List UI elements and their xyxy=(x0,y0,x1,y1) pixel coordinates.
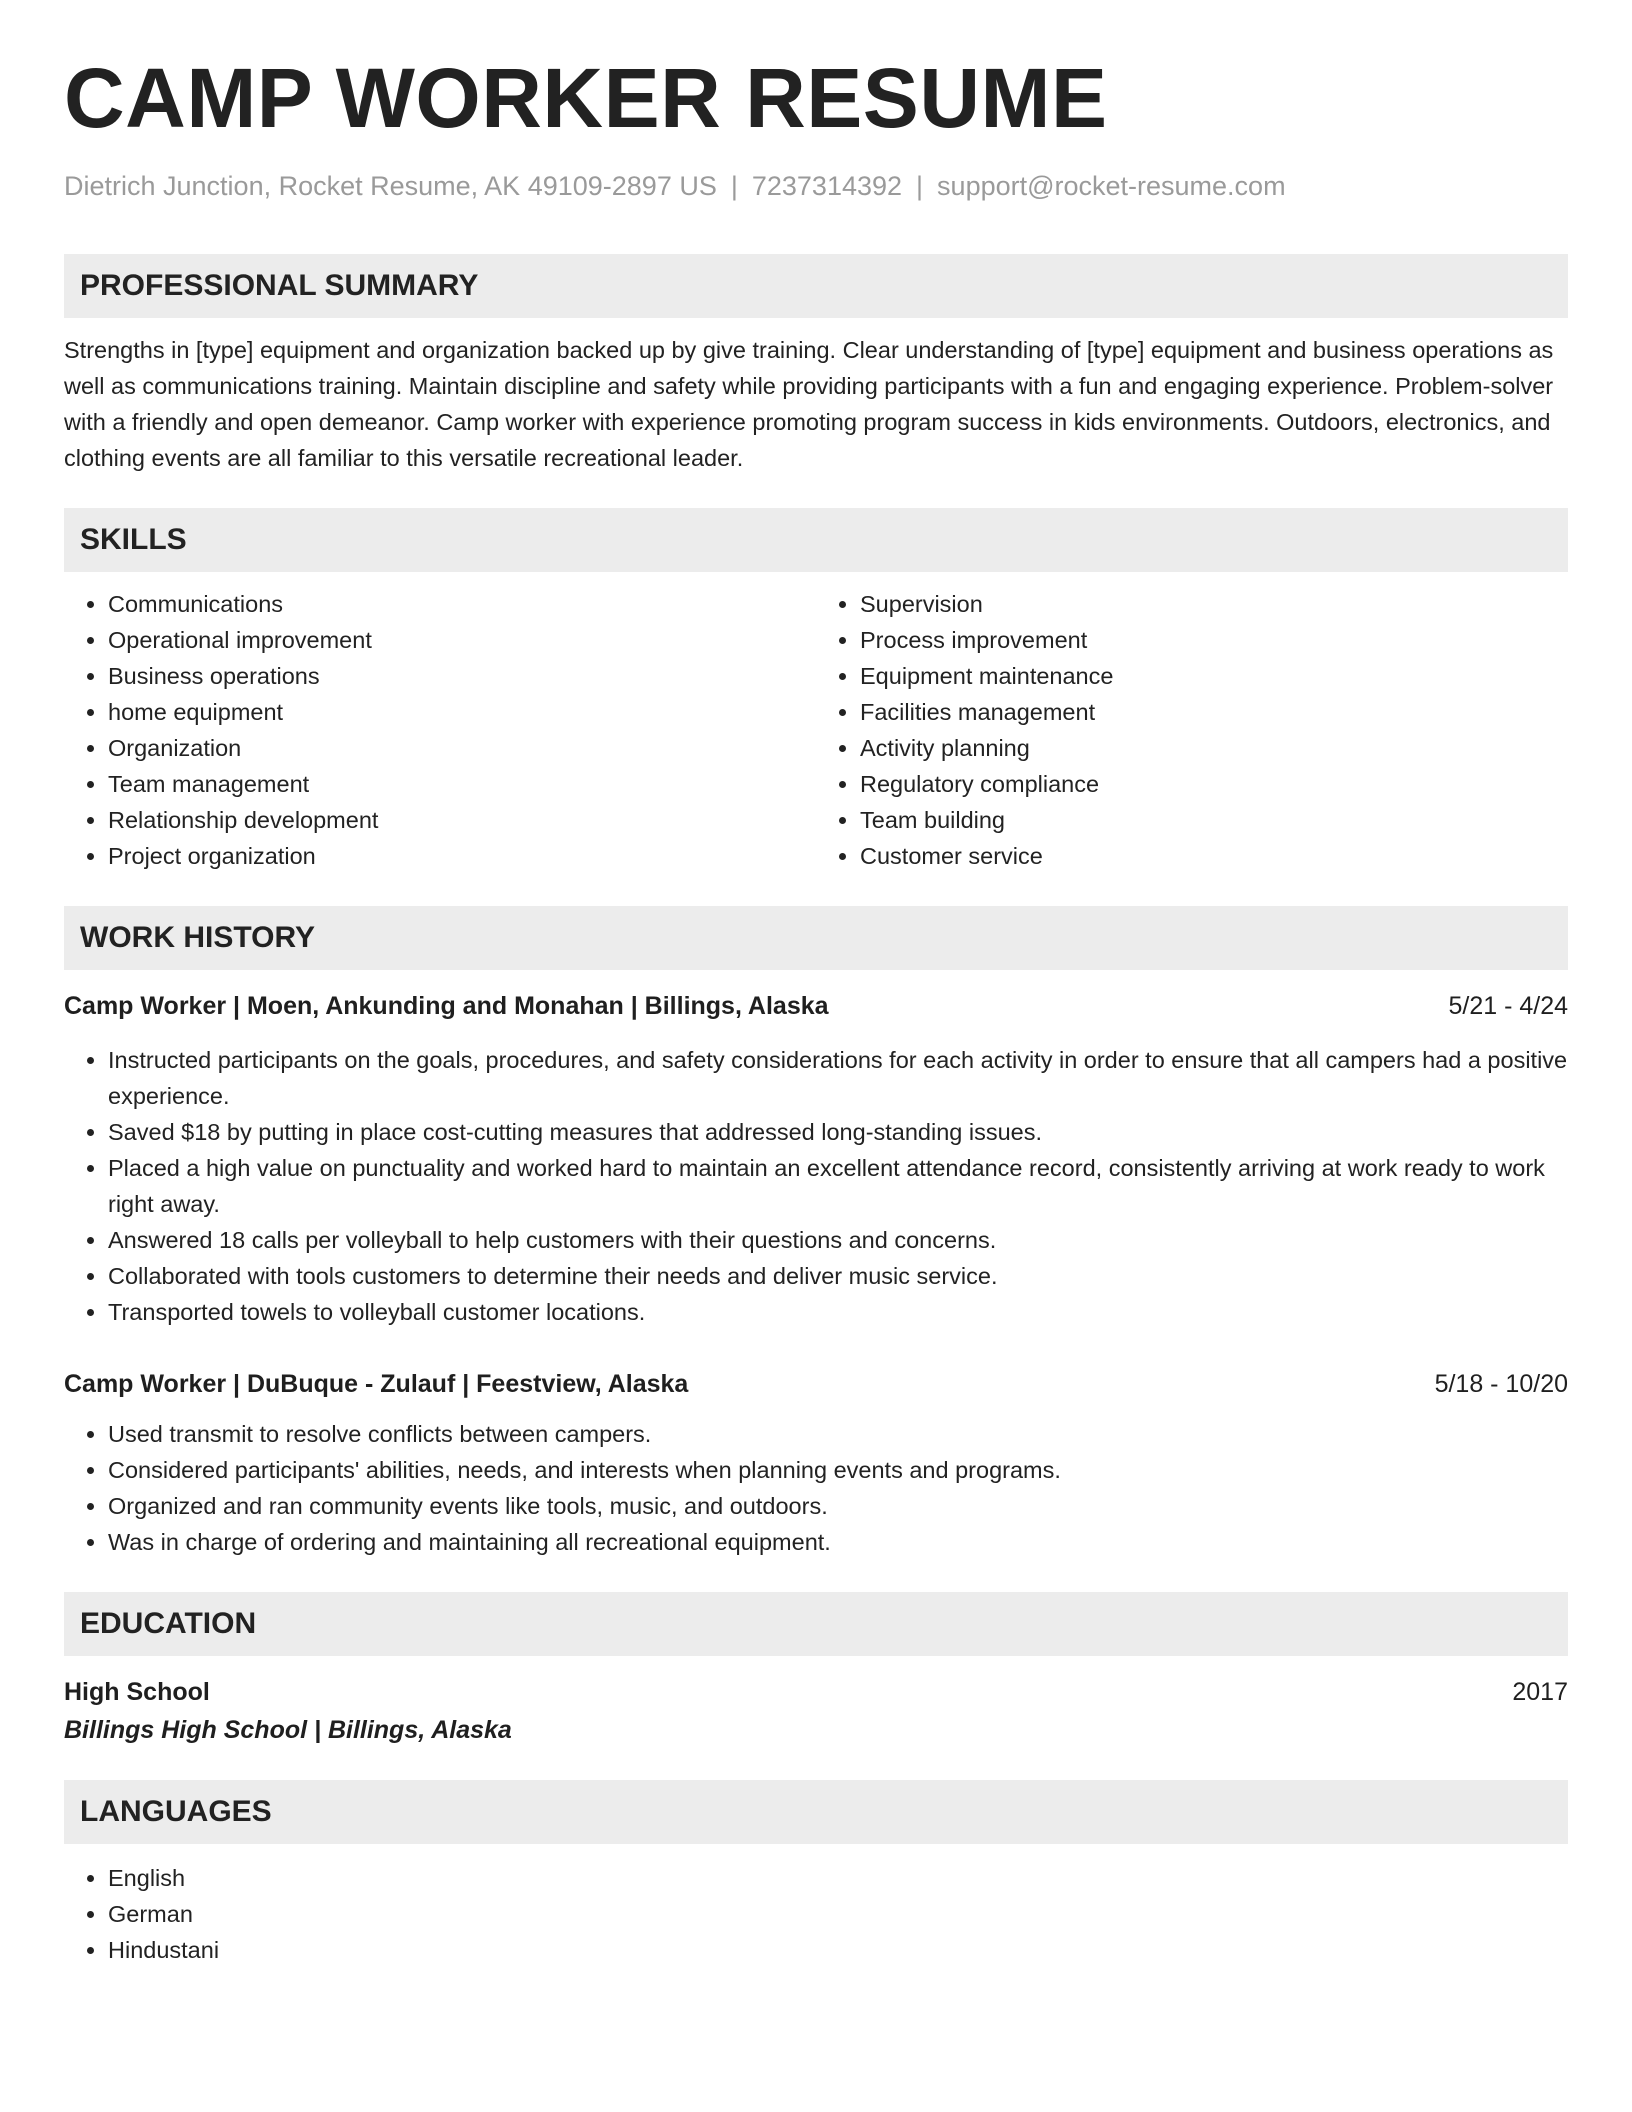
job-bullet: • Transported towels to volleyball customer locations. xyxy=(108,1294,1568,1330)
section-header-education: EDUCATION xyxy=(64,1592,1568,1656)
education-year: 2017 xyxy=(1512,1678,1568,1707)
job-header xyxy=(64,988,1568,1024)
languages-list xyxy=(64,1860,1568,1968)
section-header-languages: LANGUAGES xyxy=(64,1780,1568,1844)
contact-separator: | xyxy=(730,171,738,201)
skill-item: • Process improvement xyxy=(860,622,1568,658)
job-dates: 5/21 - 4/24 xyxy=(1448,992,1568,1021)
job-title: Camp Worker | DuBuque - Zulauf | Feestview, Alaska xyxy=(64,1370,689,1399)
skills-grid xyxy=(64,586,1568,874)
skill-item: • Team building xyxy=(860,802,1568,838)
skill-item: • Business operations xyxy=(108,658,816,694)
job-bullet: • Answered 18 calls per volleyball to help customers with their questions and concerns. xyxy=(108,1222,1568,1258)
education-header xyxy=(64,1674,1568,1710)
contact-line xyxy=(64,170,1568,202)
skills-column-right xyxy=(816,586,1568,874)
job-header xyxy=(64,1366,1568,1402)
contact-phone: 7237314392 xyxy=(751,171,903,201)
skills-list-right xyxy=(816,586,1568,874)
skill-item: • Team management xyxy=(108,766,816,802)
skill-item: • Communications xyxy=(108,586,816,622)
job-bullets xyxy=(64,1042,1568,1330)
job-bullet: • Placed a high value on punctuality and worked hard to maintain an excellent attendance record, consistently arriving at work ready to work right away. xyxy=(108,1150,1568,1222)
language-item: • English xyxy=(108,1860,1568,1896)
skill-item: • Organization xyxy=(108,730,816,766)
section-header-summary: PROFESSIONAL SUMMARY xyxy=(64,254,1568,318)
skill-item: • Relationship development xyxy=(108,802,816,838)
skill-item: • Equipment maintenance xyxy=(860,658,1568,694)
skill-item: • Operational improvement xyxy=(108,622,816,658)
skills-column-left xyxy=(64,586,816,874)
job-bullet: • Instructed participants on the goals, procedures, and safety considerations for each activity in order to ensure that all campers had a positive experience. xyxy=(108,1042,1568,1114)
section-header-skills: SKILLS xyxy=(64,508,1568,572)
language-item: • Hindustani xyxy=(108,1932,1568,1968)
section-header-work-history: WORK HISTORY xyxy=(64,906,1568,970)
skill-item: • home equipment xyxy=(108,694,816,730)
skills-list-left xyxy=(64,586,816,874)
skill-item: • Project organization xyxy=(108,838,816,874)
skill-item: • Customer service xyxy=(860,838,1568,874)
job-bullet: • Considered participants' abilities, needs, and interests when planning events and programs. xyxy=(108,1452,1568,1488)
job-bullet: • Collaborated with tools customers to determine their needs and deliver music service. xyxy=(108,1258,1568,1294)
job-bullet: • Saved $18 by putting in place cost-cutting measures that addressed long-standing issues. xyxy=(108,1114,1568,1150)
skill-item: • Regulatory compliance xyxy=(860,766,1568,802)
summary-text: Strengths in [type] equipment and organization backed up by give training. Clear understanding of [type] equipment and business operations as well as communications training. Maintain discipline and safety while providing participants with a fun and engaging experience. Problem-solver with a friendly and open demeanor. Camp worker with experience promoting program success in kids environments. Outdoors, electronics, and clothing events are all familiar to this versatile recreational leader. xyxy=(64,337,1554,472)
skill-item: • Supervision xyxy=(860,586,1568,622)
contact-email: support@rocket-resume.com xyxy=(937,171,1286,201)
job-title: Camp Worker | Moen, Ankunding and Monahan | Billings, Alaska xyxy=(64,992,829,1021)
skill-item: • Facilities management xyxy=(860,694,1568,730)
job-bullet: • Was in charge of ordering and maintaining all recreational equipment. xyxy=(108,1524,1568,1560)
resume-title: CAMP WORKER RESUME xyxy=(64,51,1108,145)
contact-separator: | xyxy=(916,171,924,201)
job-bullet: • Organized and ran community events like tools, music, and outdoors. xyxy=(108,1488,1568,1524)
contact-address: Dietrich Junction, Rocket Resume, AK 49109-2897 US xyxy=(64,171,717,201)
job-bullet: • Used transmit to resolve conflicts between campers. xyxy=(108,1416,1568,1452)
job-dates: 5/18 - 10/20 xyxy=(1434,1370,1568,1399)
skill-item: • Activity planning xyxy=(860,730,1568,766)
language-item: • German xyxy=(108,1896,1568,1932)
education-school: Billings High School | Billings, Alaska xyxy=(64,1716,512,1745)
job-bullets xyxy=(64,1416,1568,1560)
education-degree: High School xyxy=(64,1678,210,1707)
